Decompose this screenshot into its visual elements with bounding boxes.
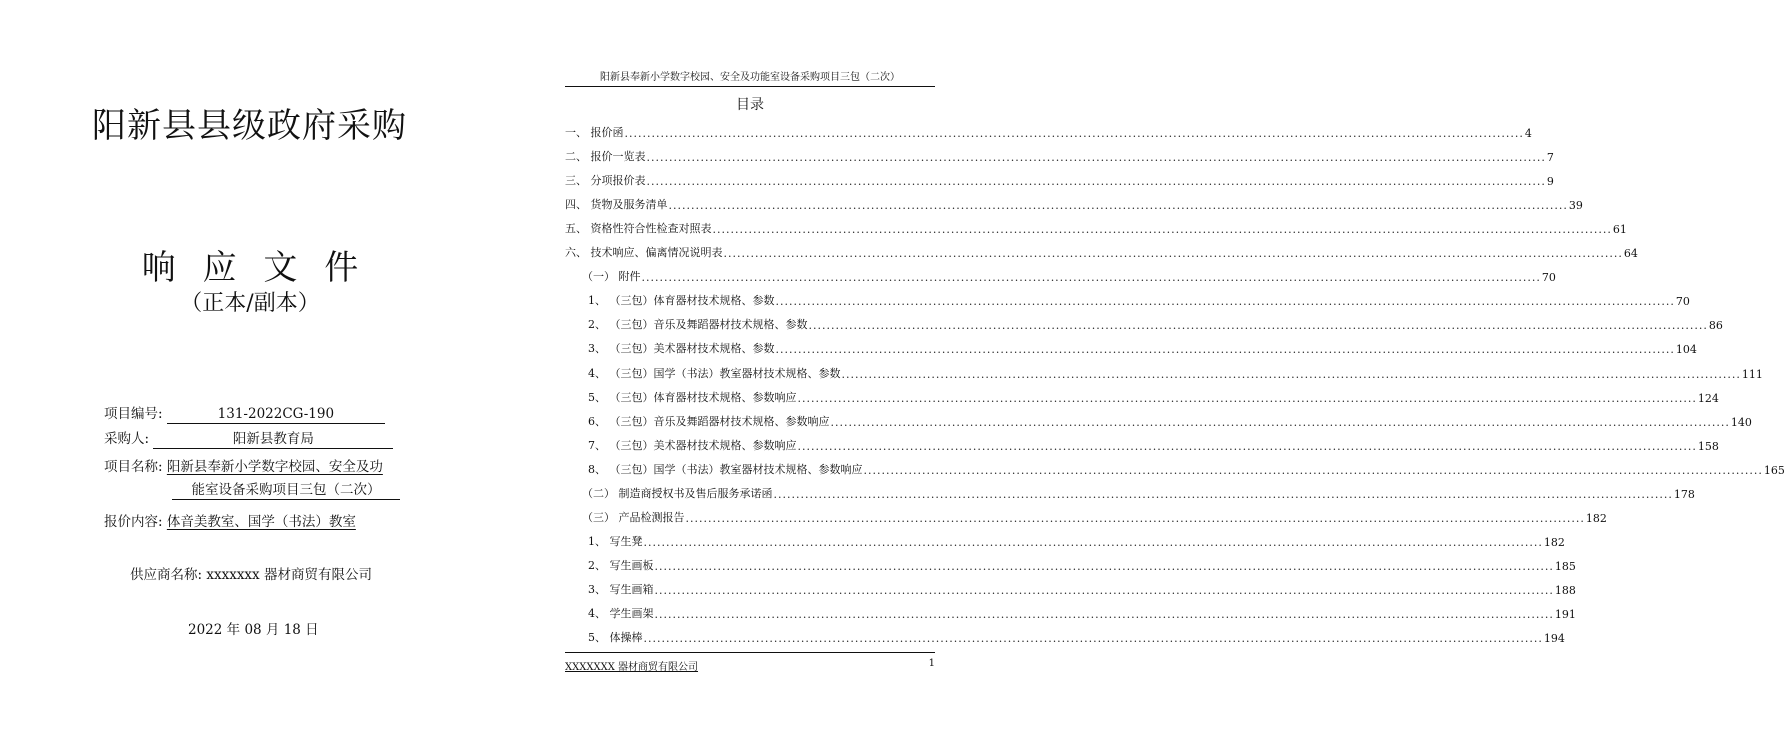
toc-leader-dots: ........................................................................................................................................................................................................ [654,583,1554,597]
supplier-row [130,563,372,583]
toc-leader-dots: ........................................................................................................................................................................................................ [841,367,1741,381]
toc-entry-label: 二、 报价一览表 [565,150,646,164]
toc-entry-page: 124 [1697,391,1719,405]
buyer-value: 阳新县教育局 [153,431,393,449]
toc-entry-page: 185 [1554,559,1576,573]
toc-entry[interactable] [565,188,1583,213]
toc-entry-label: 五、 资格性符合性检查对照表 [565,222,712,236]
toc-leader-dots: ........................................................................................................................................................................................................ [808,319,1708,333]
project-name-row [104,455,383,475]
project-name-row2 [172,482,400,500]
toc-leader-dots: ........................................................................................................................................................................................................ [797,391,1697,405]
toc-leader-dots: ........................................................................................................................................................................................................ [775,343,1675,357]
toc-entry[interactable] [565,308,1723,333]
toc-entry-label: 四、 货物及服务清单 [565,198,668,212]
toc-leader-dots: ........................................................................................................................................................................................................ [641,271,1541,285]
page-header: 阳新县奉新小学数字校园、安全及功能室设备采购项目三包（二次） [565,68,935,87]
toc-entry-page: 111 [1741,367,1763,381]
toc-entry-page: 86 [1708,319,1723,333]
toc-entry-label: 8、 （三包）国学（书法）教室器材技术规格、参数响应 [588,462,863,476]
toc-entry[interactable] [565,332,1697,357]
toc-entry-label: 2、 （三包）音乐及舞蹈器材技术规格、参数 [588,318,808,332]
footer-company: XXXXXXX 器材商贸有限公司 [565,662,699,673]
cover-main-title: 阳新县县级政府采购 [92,106,407,146]
toc-entry-label: （二） 制造商授权书及售后服务承诺函 [582,486,773,500]
toc-list [565,116,1785,646]
toc-entry-page: 178 [1673,487,1695,501]
project-name-label: 项目名称: [104,459,163,475]
toc-leader-dots: ........................................................................................................................................................................................................ [773,487,1673,501]
project-no-label: 项目编号: [104,406,163,422]
toc-leader-dots: ........................................................................................................................................................................................................ [685,511,1585,525]
response-document-title [0,240,500,289]
toc-entry[interactable] [565,381,1719,405]
toc-entry-label: 2、 写生画板 [588,558,654,572]
toc-entry-label: 7、 （三包）美术器材技术规格、参数响应 [588,438,797,452]
toc-leader-dots: ........................................................................................................................................................................................................ [654,559,1554,573]
toc-entry-label: 三、 分项报价表 [565,174,646,188]
toc-entry-page: 61 [1612,223,1627,237]
toc-leader-dots: ........................................................................................................................................................................................................ [830,415,1730,429]
page-footer [565,652,935,673]
toc-entry-label: 3、 写生画箱 [588,582,654,596]
response-char: 应 [202,248,237,288]
toc-entry-label: 4、 学生画架 [588,606,654,620]
toc-entry-page: 165 [1763,463,1785,477]
quote-content-value: 体音美教室、国学（书法）教室 [166,514,356,530]
toc-leader-dots: ........................................................................................................................................................................................................ [643,632,1543,646]
toc-entry[interactable] [565,549,1576,573]
response-char: 件 [324,248,359,288]
toc-entry[interactable] [565,501,1607,525]
buyer-label: 采购人: [104,431,150,447]
toc-leader-dots: ........................................................................................................................................................................................................ [863,463,1763,477]
toc-entry[interactable] [565,116,1532,141]
toc-entry-page: 182 [1585,511,1607,525]
toc-entry[interactable] [565,140,1554,165]
toc-entry[interactable] [565,164,1554,189]
project-name-line1: 阳新县奉新小学数字校园、安全及功 [166,459,383,475]
toc-leader-dots: ........................................................................................................................................................................................................ [643,535,1543,549]
toc-leader-dots: ........................................................................................................................................................................................................ [797,439,1697,453]
toc-entry[interactable] [565,356,1763,381]
toc-entry-label: （三） 产品检测报告 [582,510,685,524]
project-no-row [104,402,385,424]
toc-entry-label: 一、 报价函 [565,126,624,140]
footer-page-number: 1 [928,658,935,669]
toc-leader-dots: ........................................................................................................................................................................................................ [668,199,1568,213]
toc-entry-page: 104 [1675,343,1697,357]
copy-label: （正本/副本） [180,291,320,316]
toc-page [500,0,1785,750]
supplier-value: xxxxxxx 器材商贸有限公司 [206,567,372,583]
document-date: 2022 年 08 月 18 日 [188,622,319,638]
toc-entry[interactable] [565,260,1556,285]
response-char: 响 [141,248,176,288]
toc-entry-page: 4 [1524,127,1532,141]
toc-entry[interactable] [565,597,1576,621]
supplier-label: 供应商名称: [130,567,203,583]
toc-leader-dots: ........................................................................................................................................................................................................ [624,127,1524,141]
toc-entry[interactable] [565,284,1690,309]
toc-entry-page: 64 [1623,247,1638,261]
project-no-value: 131-2022CG-190 [167,406,385,424]
quote-content-label: 报价内容: [104,514,163,530]
toc-entry-label: 5、 体操棒 [588,631,643,645]
toc-entry-label: 5、 （三包）体育器材技术规格、参数响应 [588,390,797,404]
toc-title: 目录 [736,97,764,113]
toc-leader-dots: ........................................................................................................................................................................................................ [712,223,1612,237]
toc-entry-page: 70 [1675,295,1690,309]
toc-entry-page: 194 [1543,632,1565,646]
toc-entry-page: 140 [1730,415,1752,429]
toc-entry[interactable] [565,429,1719,453]
response-char: 文 [263,248,298,288]
toc-entry-page: 70 [1541,271,1556,285]
toc-entry[interactable] [565,453,1785,477]
toc-entry-page: 39 [1568,199,1583,213]
toc-entry[interactable] [565,236,1638,261]
toc-entry[interactable] [565,525,1565,549]
toc-entry[interactable] [565,212,1627,237]
toc-entry-page: 191 [1554,607,1576,621]
toc-entry[interactable] [565,405,1752,429]
toc-entry-label: 1、 写生凳 [588,534,643,548]
toc-leader-dots: ........................................................................................................................................................................................................ [775,295,1675,309]
toc-entry-page: 9 [1546,175,1554,189]
toc-entry-label: 1、 （三包）体育器材技术规格、参数 [588,294,775,308]
toc-entry-label: 3、 （三包）美术器材技术规格、参数 [588,342,775,356]
quote-content-row [104,510,356,530]
toc-entry-label: 4、 （三包）国学（书法）教室器材技术规格、参数 [588,366,841,380]
toc-entry[interactable] [565,621,1565,646]
toc-entry-page: 7 [1546,151,1554,165]
toc-entry-page: 188 [1554,583,1576,597]
toc-entry-label: （一） 附件 [582,270,641,284]
toc-entry-label: 6、 （三包）音乐及舞蹈器材技术规格、参数响应 [588,414,830,428]
toc-entry-page: 158 [1697,439,1719,453]
toc-leader-dots: ........................................................................................................................................................................................................ [654,607,1554,621]
cover-page [0,0,500,750]
buyer-row [104,427,393,449]
toc-entry[interactable] [565,477,1695,501]
toc-entry[interactable] [565,573,1576,597]
toc-leader-dots: ........................................................................................................................................................................................................ [723,247,1623,261]
toc-leader-dots: ........................................................................................................................................................................................................ [646,151,1546,165]
toc-entry-label: 六、 技术响应、偏离情况说明表 [565,246,723,260]
toc-leader-dots: ........................................................................................................................................................................................................ [646,175,1546,189]
toc-entry-page: 182 [1543,535,1565,549]
project-name-line2: 能室设备采购项目三包（二次） [172,482,400,500]
